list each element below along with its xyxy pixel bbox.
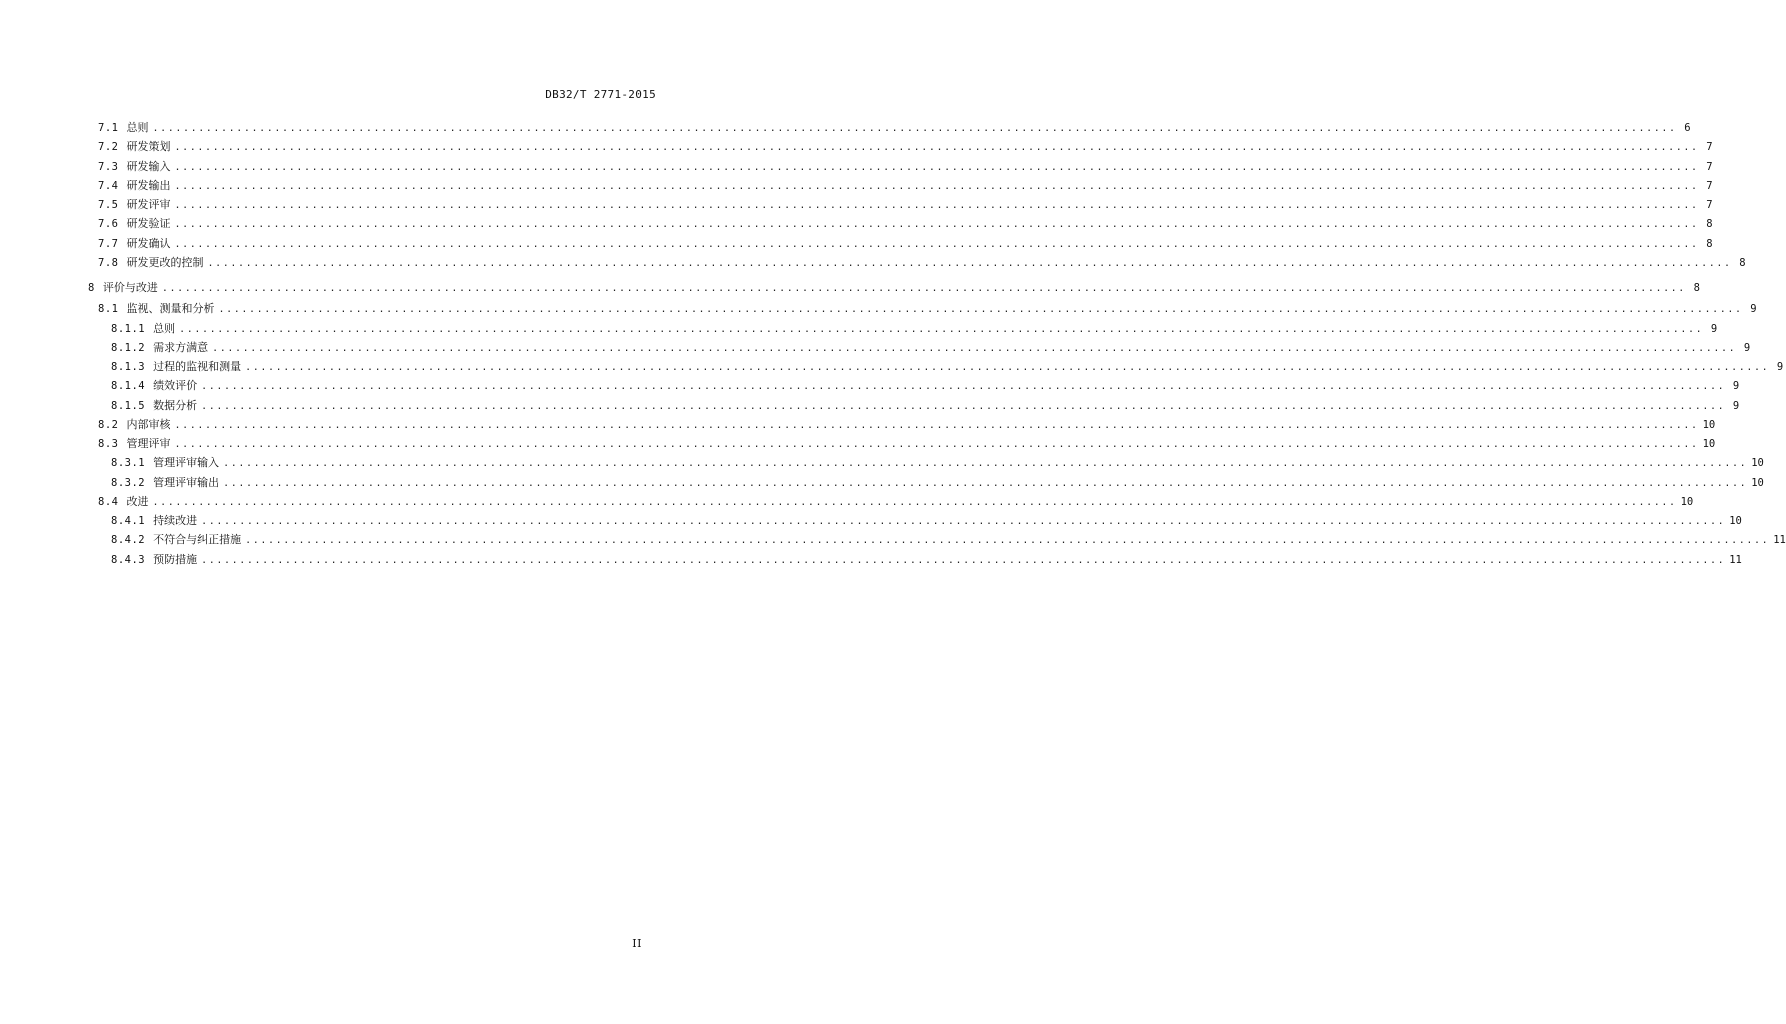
toc-dot-leader: ........................................................................................................................................................................................................ (207, 257, 1732, 269)
toc-dot-leader: ........................................................................................................................................................................................................ (223, 458, 1748, 470)
toc-dot-leader: ........................................................................................................................................................................................................ (212, 342, 1737, 354)
toc-entry-title: 管理评审输入 (153, 456, 220, 470)
toc-entry-title: 需求方满意 (153, 340, 209, 354)
toc-entry[interactable] (98, 415, 1716, 434)
toc-dot-leader: ........................................................................................................................................................................................................ (218, 304, 1743, 316)
toc-entry-number: 8.4.3 (111, 553, 146, 566)
toc-entry[interactable] (98, 195, 1713, 214)
toc-entry-page: 10 (1702, 438, 1716, 450)
toc-entry-page: 9 (1743, 341, 1751, 354)
toc-entry-title: 预防措施 (153, 552, 198, 566)
toc-dot-leader: ........................................................................................................................................................................................................ (174, 142, 1699, 154)
toc-dot-leader: ........................................................................................................................................................................................................ (174, 161, 1699, 173)
toc-entry-number: 8.1.3 (111, 361, 146, 373)
toc-entry-page: 11 (1773, 534, 1786, 547)
toc-entry-title: 研发评审 (126, 198, 171, 211)
toc-entry-page: 9 (1732, 399, 1740, 412)
toc-entry-page: 10 (1751, 457, 1764, 470)
toc-entry-title: 数据分析 (153, 398, 198, 412)
page-number: II (632, 937, 642, 950)
toc-entry-page: 9 (1750, 303, 1757, 316)
toc-entry-title: 改进 (126, 494, 149, 508)
toc-entry-page: 8 (1739, 256, 1746, 269)
toc-entry-number: 8.1.5 (111, 399, 146, 412)
toc-entry-title: 研发验证 (126, 217, 171, 231)
toc-entry[interactable] (98, 492, 1694, 511)
toc-entry[interactable] (98, 234, 1713, 253)
toc-dot-leader: ........................................................................................................................................................................................................ (201, 400, 1726, 412)
standard-code: DB32/T 2771-2015 (545, 88, 656, 101)
toc-dot-leader: ........................................................................................................................................................................................................ (201, 554, 1726, 566)
toc-entry[interactable] (88, 278, 1700, 297)
toc-entry-title: 研发更改的控制 (126, 255, 204, 269)
toc-entry-number: 7.1 (98, 122, 119, 134)
toc-dot-leader: ........................................................................................................................................................................................................ (174, 200, 1699, 211)
toc-entry-title: 研发输入 (126, 159, 171, 173)
toc-dot-leader: ........................................................................................................................................................................................................ (179, 323, 1704, 335)
toc-entry-page: 8 (1706, 237, 1713, 250)
toc-entry[interactable] (111, 511, 1742, 530)
toc-dot-leader: ........................................................................................................................................................................................................ (245, 535, 1770, 547)
toc-entry[interactable] (98, 214, 1713, 233)
toc-dot-leader: ........................................................................................................................................................................................................ (161, 283, 1686, 294)
toc-entry-number: 8 (88, 282, 95, 294)
toc-entry[interactable] (98, 299, 1757, 318)
toc-dot-leader: ........................................................................................................................................................................................................ (245, 362, 1770, 373)
toc-entry-title: 研发策划 (126, 140, 171, 154)
toc-dot-leader: ........................................................................................................................................................................................................ (174, 238, 1699, 250)
toc-entry-page: 6 (1684, 122, 1691, 134)
toc-entry-title: 不符合与纠正措施 (153, 533, 242, 547)
toc-entry-number: 7.6 (98, 218, 119, 231)
toc-entry-number: 8.3.2 (111, 476, 146, 489)
toc-entry-title: 评价与改进 (102, 281, 158, 294)
toc-entry-page: 10 (1751, 476, 1764, 489)
toc-dot-leader: ........................................................................................................................................................................................................ (223, 477, 1748, 489)
toc-entry-title: 持续改进 (153, 514, 198, 527)
toc-entry-page: 10 (1702, 418, 1716, 431)
toc-entry[interactable] (98, 137, 1713, 156)
toc-entry-page: 7 (1706, 199, 1713, 211)
toc-entry[interactable] (98, 176, 1713, 195)
toc-entry-title: 总则 (153, 321, 176, 335)
toc-entry-page: 10 (1680, 495, 1694, 508)
toc-entry-number: 7.3 (98, 160, 119, 173)
toc-dot-leader: ........................................................................................................................................................................................................ (174, 219, 1699, 231)
toc-entry-number: 8.4.1 (111, 515, 146, 527)
toc-entry-number: 7.8 (98, 256, 119, 269)
toc-entry[interactable] (111, 319, 1718, 338)
toc-entry-number: 8.1 (98, 303, 119, 316)
toc-dot-leader: ........................................................................................................................................................................................................ (201, 516, 1726, 527)
toc-entry-number: 8.3.1 (111, 457, 146, 470)
toc-dot-leader: ........................................................................................................................................................................................................ (201, 381, 1726, 393)
toc-entry-number: 8.3 (98, 438, 119, 450)
toc-entry-title: 监视、测量和分析 (126, 302, 215, 316)
toc-entry-page: 9 (1732, 380, 1740, 393)
toc-entry-title: 内部审核 (126, 417, 171, 431)
toc-entry[interactable] (111, 396, 1740, 415)
toc-dot-leader: ........................................................................................................................................................................................................ (152, 496, 1677, 508)
toc-dot-leader: ........................................................................................................................................................................................................ (174, 180, 1699, 192)
toc-entry-number: 8.2 (98, 418, 119, 431)
toc-entry-page: 10 (1729, 515, 1742, 527)
toc-entry[interactable] (111, 376, 1740, 395)
toc-entry[interactable] (111, 453, 1764, 472)
toc-entry[interactable] (111, 473, 1764, 492)
toc-dot-leader: ........................................................................................................................................................................................................ (174, 439, 1699, 450)
toc-entry-number: 8.4 (98, 495, 119, 508)
toc-dot-leader: ........................................................................................................................................................................................................ (174, 419, 1699, 431)
toc-entry[interactable] (111, 550, 1742, 569)
toc-entry-title: 总则 (126, 121, 149, 134)
toc-entry[interactable] (111, 357, 1784, 376)
toc-entry-number: 8.1.1 (111, 322, 146, 335)
toc-entry-number: 7.2 (98, 141, 119, 154)
toc-entry-page: 9 (1710, 322, 1718, 335)
toc-entry-page: 7 (1706, 179, 1713, 192)
toc-entry-page: 11 (1729, 553, 1742, 566)
toc-entry-page: 8 (1693, 282, 1700, 294)
toc-entry-title: 过程的监视和测量 (153, 360, 242, 373)
toc-entry-page: 9 (1776, 361, 1784, 373)
toc-entry-title: 研发确认 (126, 236, 171, 250)
toc-entry-title: 绩效评价 (153, 379, 198, 393)
toc-entry-title: 管理评审输出 (153, 475, 220, 489)
toc-entry-number: 7.4 (98, 179, 119, 192)
toc-entry[interactable] (111, 338, 1751, 357)
toc-entry-number: 7.5 (98, 199, 119, 211)
toc-entry[interactable] (98, 253, 1746, 272)
toc-entry-number: 8.4.2 (111, 534, 146, 547)
toc-entry-page: 8 (1706, 218, 1713, 231)
toc-entry-number: 8.1.2 (111, 341, 146, 354)
toc-entry-number: 7.7 (98, 237, 119, 250)
toc-entry-page: 7 (1706, 160, 1713, 173)
toc-entry-title: 管理评审 (126, 437, 171, 450)
toc-entry[interactable] (98, 118, 1691, 137)
toc-dot-leader: ........................................................................................................................................................................................................ (152, 123, 1677, 134)
toc-entry[interactable] (98, 157, 1713, 176)
toc-entry-title: 研发输出 (126, 178, 171, 192)
toc-entry[interactable] (111, 530, 1786, 549)
toc-entry-number: 8.1.4 (111, 380, 146, 393)
toc-entry-page: 7 (1706, 141, 1713, 154)
toc-entry[interactable] (98, 434, 1716, 453)
